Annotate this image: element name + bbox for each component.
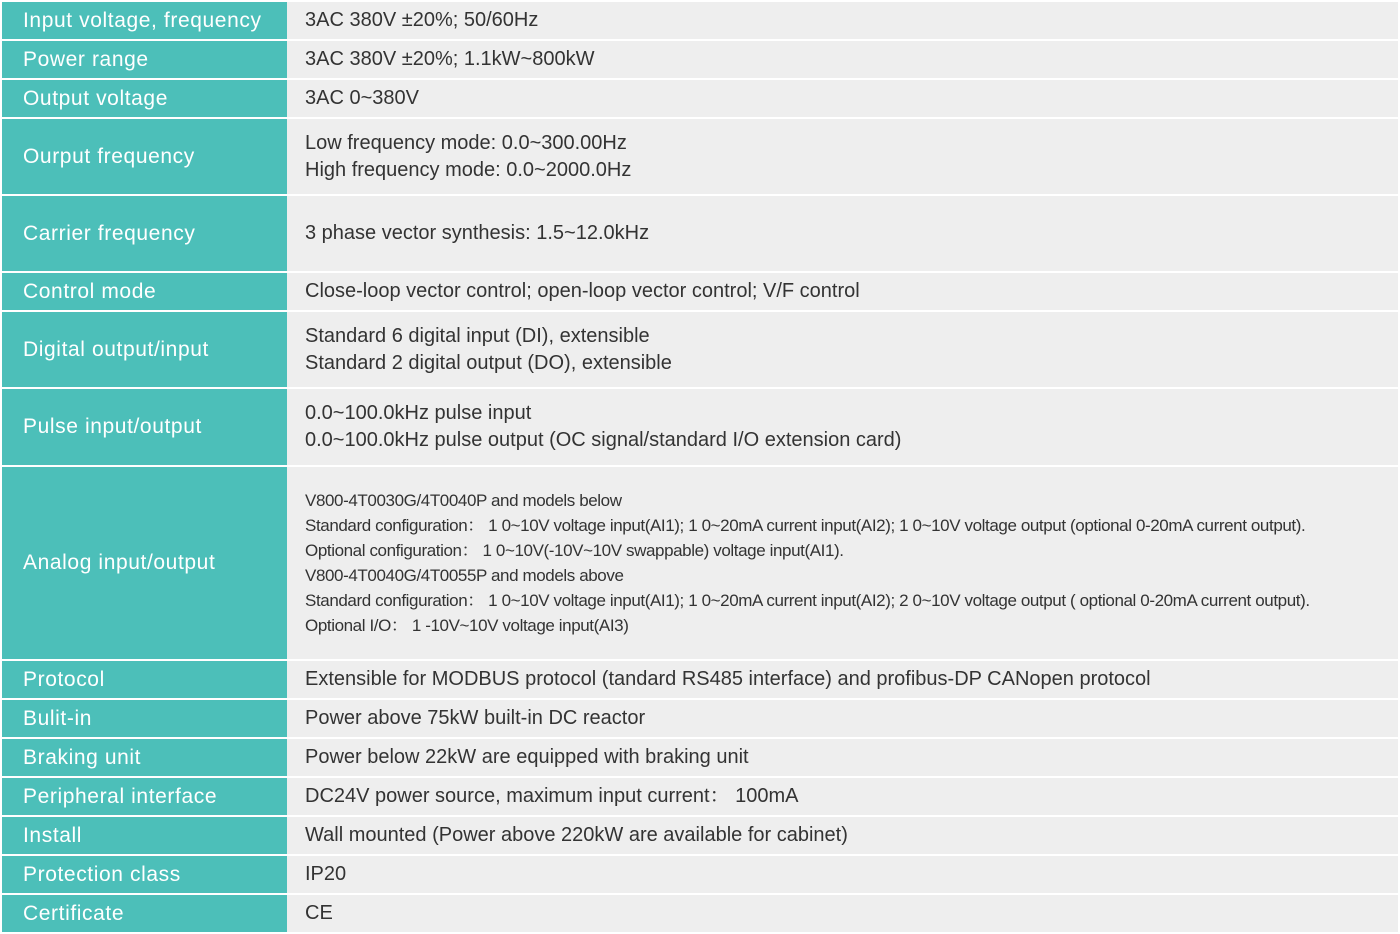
spec-label: Control mode (2, 273, 287, 310)
spec-value (287, 817, 1398, 854)
spec-value (287, 467, 1398, 659)
spec-value (287, 778, 1398, 815)
spec-label: Digital output/input (2, 312, 287, 387)
spec-value (287, 119, 1398, 194)
spec-value-line: 3 phase vector synthesis: 1.5~12.0kHz (305, 222, 650, 244)
spec-value-line: Power below 22kW are equipped with braking unit (305, 746, 749, 768)
spec-row-control-mode (0, 273, 1400, 310)
spec-label: Output voltage (2, 80, 287, 117)
spec-value (287, 739, 1398, 776)
spec-row-certificate (0, 895, 1400, 932)
spec-label: Peripheral interface (2, 778, 287, 815)
spec-value-line: V800-4T0040G/4T0055P and models above (305, 566, 624, 585)
spec-label: Pulse input/output (2, 389, 287, 465)
spec-value-line: IP20 (305, 863, 347, 885)
spec-value-line: Optional configuration： 1 0~10V(-10V~10V swappable) voltage input(AI1). (305, 541, 844, 560)
spec-value-line: Low frequency mode: 0.0~300.00Hz (305, 131, 627, 154)
spec-value-line: Extensible for MODBUS protocol (tandard RS485 interface) and profibus-DP CANopen protocol (305, 668, 1151, 690)
spec-label: Ourput frequency (2, 119, 287, 194)
spec-value (287, 80, 1398, 117)
spec-value (287, 856, 1398, 893)
spec-label: Protocol (2, 661, 287, 698)
spec-value-line: Optional I/O： 1 -10V~10V voltage input(AI3) (305, 616, 629, 635)
spec-label: Certificate (2, 895, 287, 932)
spec-value-line: Close-loop vector control; open-loop vector control; V/F control (305, 280, 860, 302)
spec-label: Analog input/output (2, 467, 287, 659)
spec-label: Install (2, 817, 287, 854)
spec-value-line: Power above 75kW built-in DC reactor (305, 707, 646, 729)
spec-value (287, 273, 1398, 310)
spec-value-line: High frequency mode: 0.0~2000.0Hz (305, 158, 632, 181)
spec-value-line: Standard configuration： 1 0~10V voltage input(AI1); 1 0~20mA current input(AI2); 1 0~10V voltage output (optional 0-20mA current output). (305, 516, 1306, 535)
spec-value (287, 895, 1398, 932)
spec-row-braking-unit (0, 739, 1400, 776)
spec-row-output-voltage (0, 80, 1400, 117)
spec-row-power-range (0, 41, 1400, 78)
spec-value (287, 196, 1398, 271)
spec-label: Power range (2, 41, 287, 78)
spec-value (287, 2, 1398, 39)
spec-row-analog-io (0, 467, 1400, 659)
spec-value (287, 312, 1398, 387)
spec-row-carrier-frequency (0, 196, 1400, 271)
spec-value-line: 3AC 380V ±20%; 50/60Hz (305, 9, 539, 31)
spec-value (287, 661, 1398, 698)
spec-row-input-voltage (0, 2, 1400, 39)
spec-value (287, 41, 1398, 78)
spec-row-pulse-io (0, 389, 1400, 465)
spec-row-built-in (0, 700, 1400, 737)
spec-value-line: Standard configuration： 1 0~10V voltage input(AI1); 1 0~20mA current input(AI2); 2 0~10V voltage output ( optional 0-20mA current output). (305, 591, 1310, 610)
spec-label: Input voltage, frequency (2, 2, 287, 39)
spec-value-line: CE (305, 902, 333, 924)
spec-value-line: DC24V power source, maximum input current： 100mA (305, 785, 799, 807)
spec-value (287, 700, 1398, 737)
spec-row-digital-io (0, 312, 1400, 387)
spec-row-protocol (0, 661, 1400, 698)
spec-label: Carrier frequency (2, 196, 287, 271)
spec-label: Bulit-in (2, 700, 287, 737)
spec-value-line: 3AC 380V ±20%; 1.1kW~800kW (305, 48, 595, 70)
spec-value-line: Wall mounted (Power above 220kW are available for cabinet) (305, 824, 848, 846)
spec-value-line: 3AC 0~380V (305, 87, 419, 109)
spec-value-line: V800-4T0030G/4T0040P and models below (305, 491, 622, 510)
spec-value-line: 0.0~100.0kHz pulse output (OC signal/standard I/O extension card) (305, 429, 902, 451)
spec-value-line: Standard 2 digital output (DO), extensible (305, 351, 672, 374)
spec-label: Protection class (2, 856, 287, 893)
spec-row-install (0, 817, 1400, 854)
spec-label: Braking unit (2, 739, 287, 776)
spec-value-line: Standard 6 digital input (DI), extensible (305, 324, 650, 347)
spec-value-line: 0.0~100.0kHz pulse input (305, 402, 532, 424)
spec-row-output-frequency (0, 119, 1400, 194)
spec-row-peripheral-interface (0, 778, 1400, 815)
spec-value (287, 389, 1398, 465)
spec-row-protection-class (0, 856, 1400, 893)
